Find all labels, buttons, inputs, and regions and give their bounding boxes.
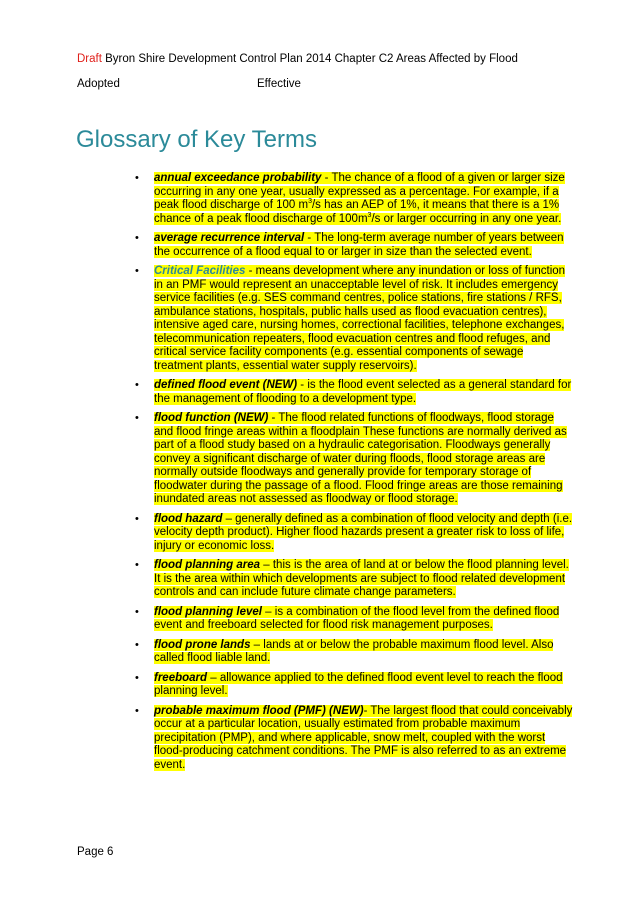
glossary-term: flood function (NEW) xyxy=(154,412,269,424)
glossary-term: defined flood event (NEW) xyxy=(154,379,298,391)
glossary-definition: - means development where any inundation or loss of function in an PMF would represent an unacceptable level of risk. It includes emergency service facilities (e.g. SES command centres, police stations, fire stations / RFS, ambulance stations, hospitals, public halls used as flood evacuation centres), intensive aged care, nursing homes, correctional facilities, telephone exchanges, telecommunication repeaters, flood evacuation centres and flood refuges, and critical service facility components (e.g. essential components of sewage treatment plants, essential water supply reservoirs). xyxy=(154,265,566,372)
bullet: • xyxy=(135,638,139,651)
glossary-definition: – allowance applied to the defined flood event level to reach the flood planning level. xyxy=(154,671,563,697)
glossary-item xyxy=(134,379,574,406)
glossary-item xyxy=(134,232,574,259)
glossary-item xyxy=(134,513,574,554)
glossary-list xyxy=(134,172,574,778)
bullet: • xyxy=(135,265,139,277)
glossary-item xyxy=(134,265,574,373)
glossary-item xyxy=(134,172,574,226)
bullet: • xyxy=(135,232,139,244)
glossary-item xyxy=(134,705,574,773)
glossary-item xyxy=(134,606,574,633)
glossary-term: average recurrence interval xyxy=(154,232,305,244)
document-header xyxy=(77,53,518,65)
glossary-item xyxy=(134,672,574,699)
glossary-definition: - is the flood event selected as a general standard for the management of flooding to a development type. xyxy=(154,379,572,405)
glossary-term: flood planning area xyxy=(154,559,261,571)
glossary-term: probable maximum flood (PMF) (NEW) xyxy=(154,704,364,717)
bullet: • xyxy=(135,559,139,571)
page-number: Page 6 xyxy=(77,846,114,858)
bullet: • xyxy=(135,605,139,618)
glossary-term: Critical Facilities xyxy=(154,265,246,277)
header-title: Byron Shire Development Control Plan 2014 Chapter C2 Areas Affected by Flood xyxy=(101,53,518,65)
glossary-term: freeboard xyxy=(154,671,208,684)
glossary-definition: - The flood related functions of floodways, flood storage and flood fringe areas within a floodplain These functions are normally derived as part of a flood study based on a hydraulic categorisation. Floodways generally convey a significant discharge of water during floods, flood storage areas are normally outside floodways and generally provide for temporary storage of floodwater during the passage of a flood. Flood fringe areas are those remaining inundated areas not assessed as floodway or flood storage. xyxy=(154,412,567,505)
glossary-item xyxy=(134,639,574,666)
glossary-term: flood prone lands xyxy=(154,638,251,651)
glossary-definition: - The long-term average number of years between the occurrence of a flood equal to or larger in size than the selected event. xyxy=(154,232,564,258)
glossary-definition: /s has an AEP of 1%, it means that there is a 1% chance of a peak flood discharge of 100m xyxy=(154,199,560,225)
adopted-label: Adopted xyxy=(77,78,120,90)
glossary-definition: - The chance of a flood of a given or larger size occurring in any one year, usually expressed as a percentage. For example, if a peak flood discharge of 100 m xyxy=(154,172,565,211)
glossary-definition: – generally defined as a combination of flood velocity and depth (i.e. velocity depth product). Higher flood hazards present a greater risk to loss of life, injury or economic loss. xyxy=(154,512,573,552)
glossary-definition: /s or larger occurring in any one year. xyxy=(371,212,562,225)
glossary-term: annual exceedance probability xyxy=(154,172,322,184)
superscript: 3 xyxy=(308,198,312,206)
draft-label: Draft xyxy=(77,53,102,65)
superscript: 3 xyxy=(367,211,372,219)
effective-label: Effective xyxy=(257,78,301,90)
glossary-item xyxy=(134,559,574,600)
bullet: • xyxy=(135,671,139,684)
glossary-definition: – this is the area of land at or below the flood planning level. It is the area within which developments are subject to flood related development controls and can include future climate change parameters. xyxy=(154,559,569,598)
glossary-term: flood planning level xyxy=(154,605,262,618)
glossary-definition: – is a combination of the flood level from the defined flood event and freeboard selected for flood risk management purposes. xyxy=(154,605,560,631)
bullet: • xyxy=(135,412,139,424)
glossary-item xyxy=(134,412,574,507)
glossary-term: flood hazard xyxy=(154,512,223,525)
bullet: • xyxy=(135,704,139,717)
page-title: Glossary of Key Terms xyxy=(76,126,317,153)
bullet: • xyxy=(135,512,139,525)
bullet: • xyxy=(135,379,139,391)
glossary-definition: - The largest flood that could conceivably occur at a particular location, usually estimated from probable maximum precipitation (PMP), and where applicable, snow melt, coupled with the worst flood-producing catchment conditions. The PMF is also referred to as an extreme event. xyxy=(154,704,573,771)
bullet: • xyxy=(135,172,139,184)
glossary-definition: – lands at or below the probable maximum flood level. Also called flood liable land. xyxy=(154,638,554,664)
